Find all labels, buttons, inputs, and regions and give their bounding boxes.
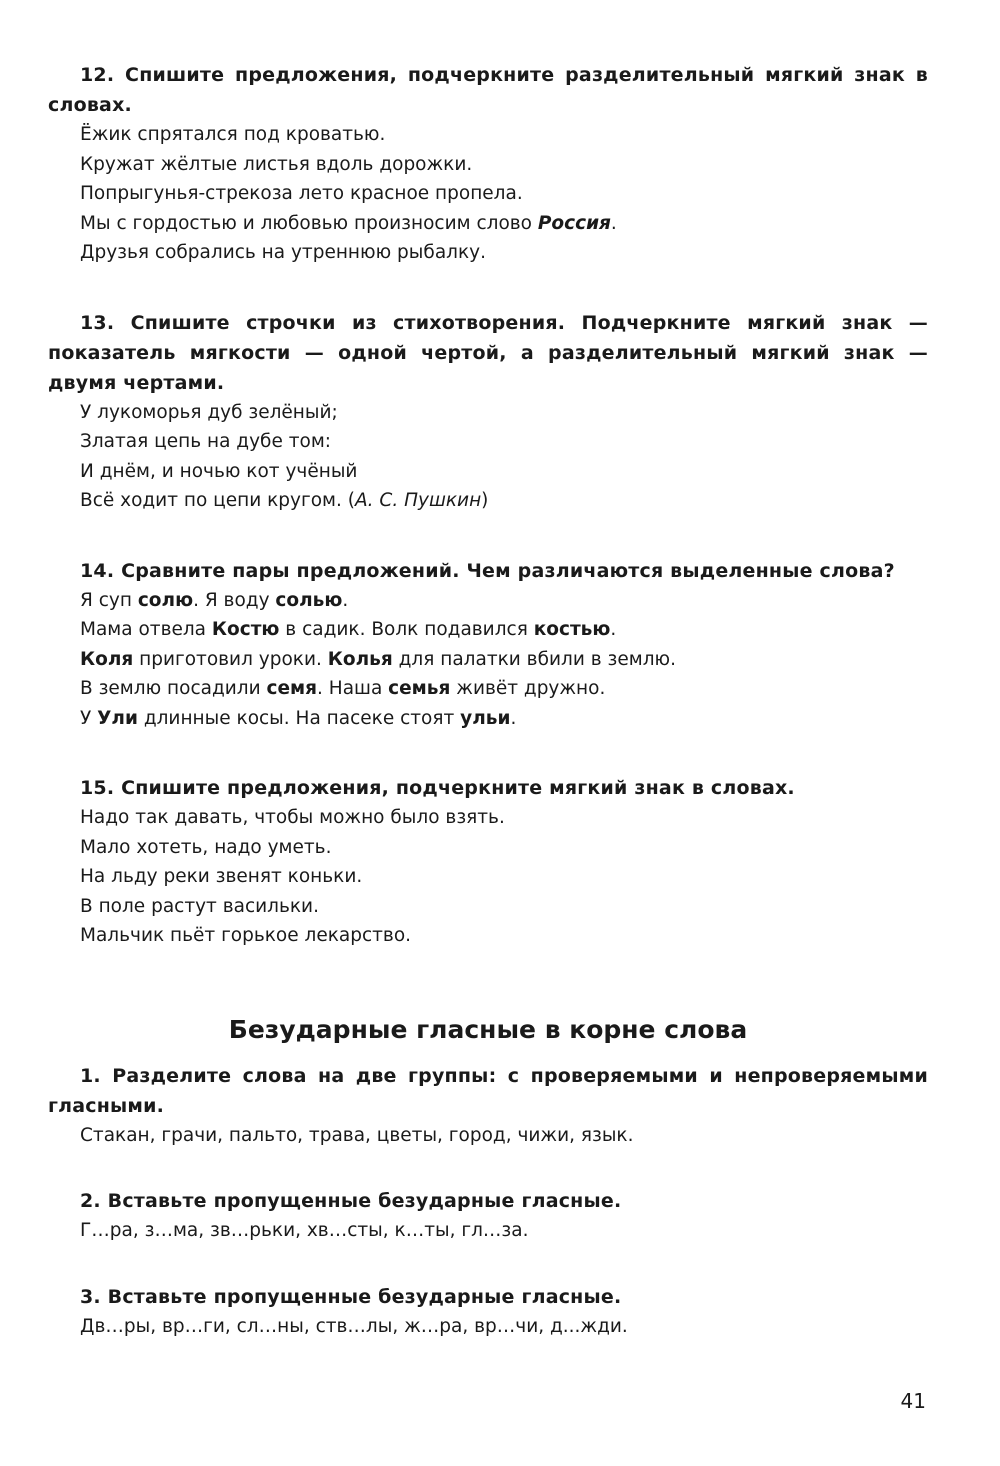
page-number: 41 [900, 1389, 926, 1413]
highlighted-word: Россия [537, 212, 611, 234]
text: . Наша [317, 678, 389, 699]
section-exercise-1 [48, 1061, 928, 1151]
poem-line: Златая цепь на дубе том: [80, 431, 332, 452]
section-heading: Безударные гласные в корне слова [228, 1014, 748, 1044]
page-content [48, 60, 928, 1377]
section-exercise-2 [48, 1186, 928, 1246]
sentence: Ёжик спрятался под кроватью. [80, 124, 386, 145]
exercise-12 [48, 60, 928, 268]
highlighted-word: костью [533, 619, 611, 640]
exercise-15 [48, 773, 928, 951]
highlighted-word: ульи [460, 707, 511, 729]
text: приготовил уроки. [133, 648, 328, 670]
exercise-title: 1. Разделите слова на две группы: с проверяемыми и непроверяемыми гласными. [48, 1064, 928, 1117]
sentence: Надо так давать, чтобы можно было взять. [80, 807, 505, 828]
text: У [80, 707, 98, 729]
exercise-title: 2. Вставьте пропущенные безударные гласные. [80, 1190, 622, 1212]
text: живёт дружно. [450, 678, 606, 699]
highlighted-word: Коля [80, 648, 134, 670]
text: Мы с гордостью и любовью произносим слово [80, 212, 538, 234]
poem-line: И днём, и ночью кот учёный [80, 460, 358, 482]
sentence-pair [48, 645, 928, 675]
poem-line [48, 486, 928, 516]
highlighted-word: семья [388, 678, 451, 699]
text: . [610, 212, 617, 234]
sentence-pair [48, 586, 928, 616]
highlighted-word: солью [275, 589, 343, 611]
exercise-13 [48, 308, 928, 516]
text: в садик. Волк подавился [279, 619, 534, 640]
text: . [510, 707, 517, 729]
exercise-14 [48, 556, 928, 734]
poem-author: А. С. Пушкин [354, 490, 482, 511]
highlighted-word: Ули [97, 707, 138, 729]
exercise-title: 14. Сравните пары предложений. Чем различаются выделенные слова? [80, 559, 895, 582]
text: ) [481, 490, 489, 511]
exercise-title: 15. Спишите предложения, подчеркните мягкий знак в словах. [80, 777, 795, 799]
sentence: Мало хотеть, надо уметь. [80, 836, 332, 858]
text: В землю посадили [80, 678, 267, 699]
text: длинные косы. На пасеке стоят [137, 707, 461, 729]
text: . Я воду [193, 589, 276, 611]
section-exercise-3 [48, 1282, 928, 1342]
exercise-title: 12. Спишите предложения, подчеркните разделительный мягкий знак в словах. [48, 64, 928, 116]
word-list: Стакан, грачи, пальто, трава, цветы, город, чижи, язык. [80, 1124, 634, 1146]
sentence: Кружат жёлтые листья вдоль дорожки. [80, 153, 473, 175]
sentence-pair [48, 674, 928, 704]
sentence: На льду реки звенят коньки. [80, 866, 363, 887]
word-list: Г…ра, з…ма, зв…рьки, хв…сты, к…ты, гл…за. [80, 1220, 529, 1241]
text: . [610, 619, 617, 640]
highlighted-word: семя [266, 678, 318, 699]
sentence: Попрыгунья-стрекоза лето красное пропела. [80, 183, 523, 204]
text: Всё ходит по цепи кругом. ( [80, 490, 355, 511]
text: Я суп [80, 589, 138, 611]
sentence: В поле растут васильки. [80, 895, 319, 917]
highlighted-word: Колья [327, 648, 393, 670]
poem-line: У лукоморья дуб зелёный; [80, 401, 338, 423]
text: . [342, 589, 349, 611]
exercise-title: 13. Спишите строчки из стихотворения. Подчеркните мягкий знак — показатель мягкости — одной чертой, а разделительный мягкий знак — двумя чертами. [48, 311, 928, 394]
highlighted-word: солю [137, 589, 194, 611]
sentence-pair [48, 704, 928, 734]
text: для палатки вбили в землю. [392, 648, 676, 670]
word-list: Дв…ры, вр…ги, сл…ны, ств…лы, ж…ра, вр…чи, д...жди. [80, 1315, 628, 1337]
sentence-pair [48, 615, 928, 645]
exercise-title: 3. Вставьте пропущенные безударные гласные. [80, 1285, 622, 1308]
highlighted-word: Костю [211, 619, 280, 640]
sentence: Друзья собрались на утреннюю рыбалку. [80, 242, 486, 263]
text: Мама отвела [80, 619, 212, 640]
sentence: Мальчик пьёт горькое лекарство. [80, 925, 412, 946]
sentence [48, 209, 928, 239]
